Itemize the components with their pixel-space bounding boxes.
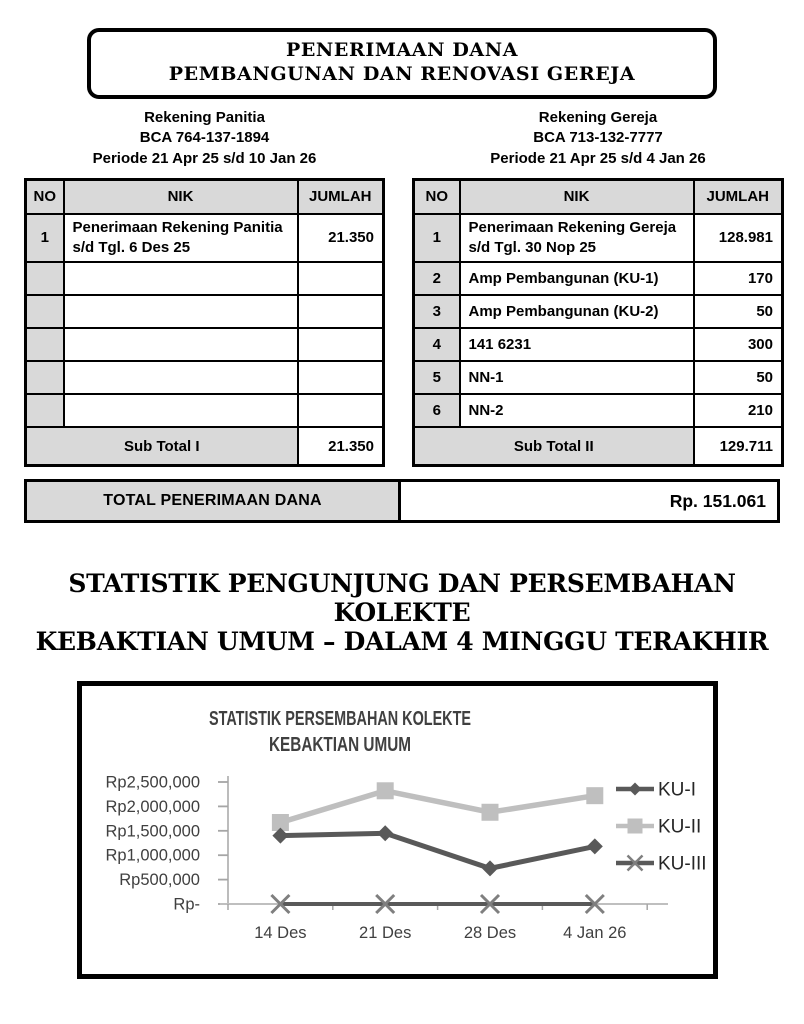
table-row [26, 361, 384, 394]
jumlah-cell [298, 394, 384, 427]
kolekte-line-chart [82, 686, 713, 974]
subtotal-value: 21.350 [298, 427, 384, 466]
svg-text:KU-I: KU-I [658, 779, 696, 801]
svg-text:Rp500,000: Rp500,000 [119, 871, 200, 890]
table-row [414, 214, 783, 263]
no-cell [26, 295, 64, 328]
account-gereja [412, 108, 784, 170]
diamond-marker [587, 839, 603, 855]
no-cell [26, 361, 64, 394]
svg-text:21 Des: 21 Des [359, 924, 412, 943]
svg-text:28 Des: 28 Des [463, 924, 517, 943]
column-header: NIK [460, 179, 694, 214]
subtotal-row [414, 427, 783, 466]
svg-text:14 Des: 14 Des [254, 924, 307, 943]
document-title-line1: PENERIMAAN DANA [285, 39, 519, 61]
account-name: Rekening Panitia [144, 108, 265, 126]
nik-cell [64, 262, 298, 295]
square-marker [482, 804, 499, 821]
subtotal-row [26, 427, 384, 466]
nik-cell [64, 328, 298, 361]
subtotal-label: Sub Total II [414, 427, 694, 466]
column-header: JUMLAH [298, 179, 384, 214]
jumlah-cell [298, 328, 384, 361]
svg-text:4 Jan 26: 4 Jan 26 [563, 924, 627, 943]
svg-text:Rp1,500,000: Rp1,500,000 [105, 822, 200, 841]
no-cell [26, 262, 64, 295]
svg-text:Rp-: Rp- [173, 895, 200, 914]
fund-tables [24, 178, 804, 468]
total-label: TOTAL PENERIMAAN DANA [27, 482, 401, 520]
no-cell [26, 328, 64, 361]
svg-text:KU-II: KU-II [658, 816, 702, 838]
nik-cell [64, 361, 298, 394]
svg-text:Rp2,500,000: Rp2,500,000 [105, 773, 200, 792]
column-header: NO [414, 179, 460, 214]
jumlah-cell: 210 [694, 394, 783, 427]
nik-cell [64, 295, 298, 328]
jumlah-cell: 21.350 [298, 214, 384, 263]
diamond-marker [482, 861, 498, 877]
table-row [414, 328, 783, 361]
table-row [414, 262, 783, 295]
square-marker [628, 819, 643, 834]
jumlah-cell: 300 [694, 328, 783, 361]
jumlah-cell: 170 [694, 262, 783, 295]
account-panitia [24, 108, 385, 170]
nik-cell: NN-2 [460, 394, 694, 427]
jumlah-cell: 50 [694, 361, 783, 394]
subtotal-value: 129.711 [694, 427, 783, 466]
jumlah-cell: 128.981 [694, 214, 783, 263]
column-header: NO [26, 179, 64, 214]
section-heading-line1: STATISTIK PENGUNJUNG DAN PERSEMBAHAN KOLEKTE [68, 569, 736, 628]
svg-text:Rp1,000,000: Rp1,000,000 [105, 846, 200, 865]
table-row [414, 295, 783, 328]
square-marker [377, 782, 394, 799]
no-cell: 1 [26, 214, 64, 263]
svg-text:KU-III: KU-III [658, 853, 707, 875]
no-cell: 2 [414, 262, 460, 295]
series-KU-III [271, 895, 603, 913]
table-row [414, 361, 783, 394]
chart-legend [616, 780, 707, 875]
no-cell: 5 [414, 361, 460, 394]
no-cell: 4 [414, 328, 460, 361]
header-row [414, 179, 783, 214]
section-heading-line2: KEBAKTIAN UMUM – DALAM 4 MINGGU TERAKHIR [35, 627, 769, 657]
column-header: JUMLAH [694, 179, 783, 214]
no-cell: 6 [414, 394, 460, 427]
table-row [26, 262, 384, 295]
account-name: Rekening Gereja [538, 108, 658, 126]
square-marker [586, 787, 603, 804]
account-headers [24, 108, 804, 170]
diamond-marker [377, 825, 393, 841]
section-heading [0, 569, 804, 656]
table-row [26, 295, 384, 328]
nik-cell: Penerimaan Rekening Panitia s/d Tgl. 6 Des 25 [64, 214, 298, 263]
nik-cell: Amp Pembangunan (KU-2) [460, 295, 694, 328]
total-strip [24, 479, 780, 523]
table-row [414, 394, 783, 427]
table-row [26, 394, 384, 427]
document-title-box [87, 28, 717, 99]
nik-cell: Amp Pembangunan (KU-1) [460, 262, 694, 295]
total-value: Rp. 151.061 [669, 490, 766, 511]
chart-container [77, 681, 718, 979]
document-title-line2: PEMBANGUNAN DAN RENOVASI GEREJA [168, 63, 636, 86]
svg-text:STATISTIK PERSEMBAHAN KOLEKTE: STATISTIK PERSEMBAHAN KOLEKTE [209, 707, 471, 731]
account-period: Periode 21 Apr 25 s/d 4 Jan 26 [490, 150, 706, 167]
chart-title [209, 707, 471, 756]
account-number: BCA 713-132-7777 [533, 129, 663, 147]
nik-cell: NN-1 [460, 361, 694, 394]
nik-cell: 141 6231 [460, 328, 694, 361]
no-cell: 3 [414, 295, 460, 328]
jumlah-cell [298, 295, 384, 328]
series-KU-I [272, 825, 602, 876]
table-row [26, 214, 384, 263]
no-cell: 1 [414, 214, 460, 263]
table-row [26, 328, 384, 361]
nik-cell: Penerimaan Rekening Gereja s/d Tgl. 30 Nop 25 [460, 214, 694, 263]
subtotal-label: Sub Total I [26, 427, 298, 466]
svg-text:Rp2,000,000: Rp2,000,000 [105, 798, 200, 817]
svg-text:KEBAKTIAN UMUM: KEBAKTIAN UMUM [269, 733, 411, 757]
gereja-table [412, 178, 784, 468]
no-cell [26, 394, 64, 427]
diamond-marker [629, 783, 642, 796]
jumlah-cell: 50 [694, 295, 783, 328]
panitia-table [24, 178, 385, 468]
nik-cell [64, 394, 298, 427]
jumlah-cell [298, 361, 384, 394]
y-axis [106, 774, 229, 914]
jumlah-cell [298, 262, 384, 295]
account-number: BCA 764-137-1894 [139, 129, 270, 147]
column-header: NIK [64, 179, 298, 214]
account-period: Periode 21 Apr 25 s/d 10 Jan 26 [92, 150, 317, 167]
series-KU-II [272, 782, 603, 831]
header-row [26, 179, 384, 214]
